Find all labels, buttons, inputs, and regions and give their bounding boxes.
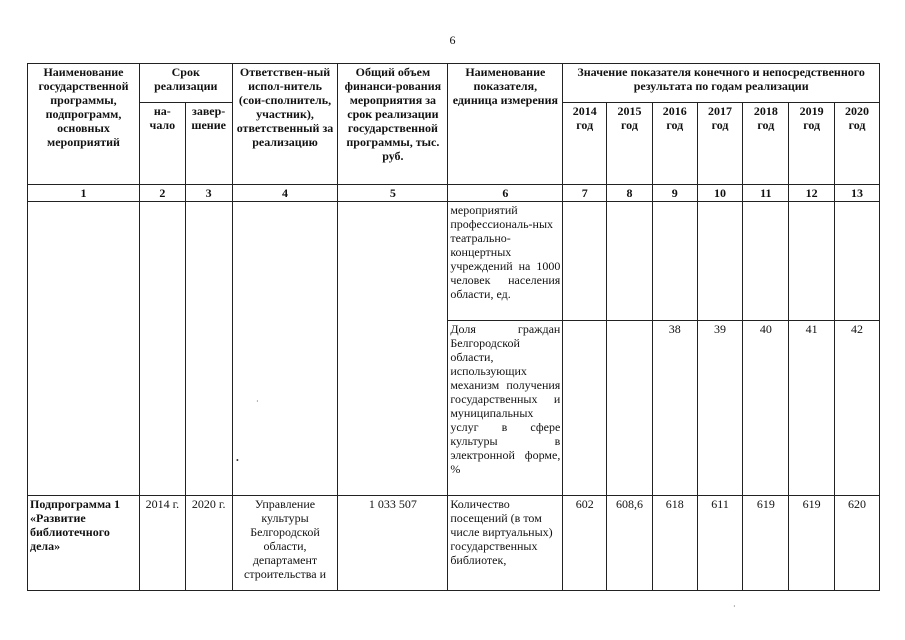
column-number: 10 xyxy=(697,185,743,202)
table-row xyxy=(28,202,880,321)
cell-value-2019 xyxy=(789,202,835,321)
column-number: 7 xyxy=(563,185,607,202)
cell-indicator: мероприятий профессиональ-ных театрально-концертных учреждений на 1000 человек населения области, ед. xyxy=(448,202,563,321)
cell-value-2014 xyxy=(563,202,607,321)
cell-end xyxy=(185,202,232,496)
column-number: 1 xyxy=(28,185,140,202)
cell-value-2014 xyxy=(563,321,607,496)
cell-value-2020 xyxy=(835,202,880,321)
cell-value-2016: 38 xyxy=(652,321,697,496)
column-number: 13 xyxy=(835,185,880,202)
cell-indicator: Количество посещений (в том числе виртуальных) государственных библиотек, xyxy=(448,496,563,591)
cell-end: 2020 г. xyxy=(185,496,232,591)
cell-value-2019: 619 xyxy=(789,496,835,591)
header-values-title: Значение показателя конечного и непосредственного результата по годам реализации xyxy=(563,64,880,103)
header-year-2017: 2017 год xyxy=(697,103,743,185)
header-year-2019: 2019 год xyxy=(789,103,835,185)
table-row xyxy=(28,496,880,591)
cell-value-2017: 611 xyxy=(697,496,743,591)
cell-responsible: Управление культуры Белгородской области, департамент строительства и xyxy=(232,496,338,591)
header-year-2020: 2020 год xyxy=(835,103,880,185)
program-indicators-table xyxy=(27,63,880,591)
cell-start xyxy=(139,202,185,496)
header-period: Срок реализации xyxy=(139,64,232,103)
cell-value-2014: 602 xyxy=(563,496,607,591)
cell-value-2019: 41 xyxy=(789,321,835,496)
header-year-2016: 2016 год xyxy=(652,103,697,185)
header-finance: Общий объем финанси-рования мероприятия за срок реализации государственной программы, тыс. руб. xyxy=(338,64,448,185)
column-number: 11 xyxy=(743,185,789,202)
cell-value-2017 xyxy=(697,202,743,321)
cell-program-name: Подпрограмма 1 «Развитие библиотечного дела» xyxy=(28,496,140,591)
cell-responsible xyxy=(232,202,338,496)
page-number: 6 xyxy=(449,33,456,47)
column-number: 8 xyxy=(607,185,653,202)
column-number: 12 xyxy=(789,185,835,202)
scan-speck: • xyxy=(236,456,239,465)
cell-value-2018 xyxy=(743,202,789,321)
scan-speck: · xyxy=(733,602,736,611)
column-number: 6 xyxy=(448,185,563,202)
cell-program-name xyxy=(28,202,140,496)
column-number: 3 xyxy=(185,185,232,202)
cell-value-2015 xyxy=(607,321,653,496)
cell-value-2016: 618 xyxy=(652,496,697,591)
cell-finance: 1 033 507 xyxy=(338,496,448,591)
cell-value-2017: 39 xyxy=(697,321,743,496)
header-year-2015: 2015 год xyxy=(607,103,653,185)
header-responsible: Ответствен-ный испол-нитель (сои-сполнитель, участник), ответственный за реализацию xyxy=(232,64,338,185)
header-start: на-чало xyxy=(139,103,185,185)
header-indicator: Наименование показателя, единица измерения xyxy=(448,64,563,185)
cell-finance xyxy=(338,202,448,496)
header-end: завер-шение xyxy=(185,103,232,185)
header-program-name: Наименование государственной программы, подпрограмм, основных мероприятий xyxy=(28,64,140,185)
column-number: 4 xyxy=(232,185,338,202)
column-number: 2 xyxy=(139,185,185,202)
column-number-row xyxy=(28,185,880,202)
header-row-top xyxy=(28,64,880,103)
column-number: 5 xyxy=(338,185,448,202)
column-number: 9 xyxy=(652,185,697,202)
cell-value-2015: 608,6 xyxy=(607,496,653,591)
scan-speck: · xyxy=(256,397,259,406)
cell-value-2018: 40 xyxy=(743,321,789,496)
cell-value-2020: 620 xyxy=(835,496,880,591)
cell-value-2018: 619 xyxy=(743,496,789,591)
cell-value-2020: 42 xyxy=(835,321,880,496)
header-year-2014: 2014 год xyxy=(563,103,607,185)
cell-start: 2014 г. xyxy=(139,496,185,591)
cell-value-2015 xyxy=(607,202,653,321)
cell-value-2016 xyxy=(652,202,697,321)
cell-indicator: Доля граждан Белгородской области, использующих механизм получения государственных и муниципальных услуг в сфере культуры в электронной форме, % xyxy=(448,321,563,496)
header-year-2018: 2018 год xyxy=(743,103,789,185)
